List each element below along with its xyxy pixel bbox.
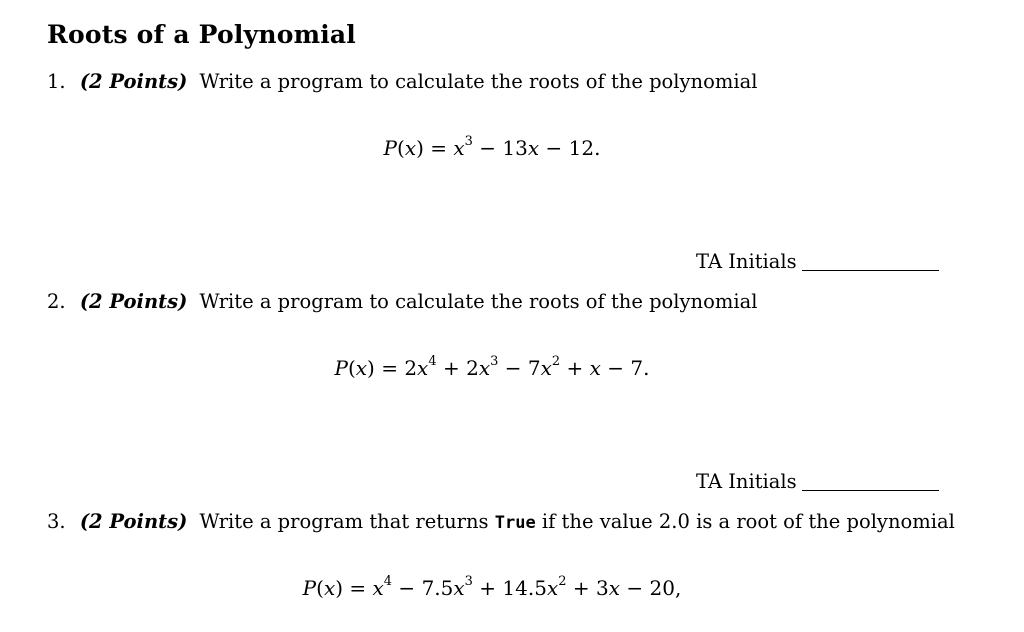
problem-1-points: (2 Points) (79, 70, 188, 93)
equation-1-term-2-coefficient: 13 (502, 136, 528, 160)
equation-1-lhs-open-paren: ( (397, 136, 405, 160)
ta-initials-1-label: TA Initials (696, 250, 797, 273)
problem-1-text: Write a program to calculate the roots of the polynomial (199, 70, 758, 93)
ta-initials-1-blank[interactable] (802, 270, 939, 271)
equation-2-term-3-operator: − (498, 356, 528, 380)
problem-3-text-after-code: if the value 2.0 is a root of the polynomial (541, 510, 955, 533)
problem-3-code-true: True (494, 513, 536, 533)
equation-2-lhs-variable: P (334, 356, 348, 380)
equation-3-term-4-coefficient: 3 (596, 576, 609, 600)
equation-2-term-1-variable: x (417, 356, 429, 380)
problem-3-points: (2 Points) (79, 510, 188, 533)
equation-2 (0, 356, 984, 380)
equation-3-term-2-variable: x (453, 576, 465, 600)
problem-1-number: 1. (47, 70, 66, 93)
problem-3 (47, 510, 955, 533)
ta-initials-2-blank[interactable] (802, 490, 939, 491)
equation-3 (0, 576, 984, 600)
equation-3-lhs-x: x (323, 576, 336, 600)
equation-3-lhs-open-paren: ( (316, 576, 324, 600)
equation-2-lhs-rest: ) = (367, 356, 405, 380)
problem-3-text-before-code: Write a program that returns (199, 510, 489, 533)
problem-2-number: 2. (47, 290, 66, 313)
equation-2-term-2-variable: x (478, 356, 491, 380)
equation-3-lhs-rest: ) = (335, 576, 373, 600)
equation-1-term-3-operator: − (539, 136, 569, 160)
equation-3-term-4-variable: x (608, 576, 621, 600)
equation-3-term-4-operator: + (566, 576, 596, 600)
equation-2-term-3-coefficient: 7 (527, 356, 541, 380)
equation-3-term-5-operator: − (620, 576, 650, 600)
equation-2-term-5-coefficient: 7 (630, 356, 644, 380)
equation-3-term-5-coefficient: 20 (649, 576, 675, 600)
equation-3-term-1-variable: x (372, 576, 384, 600)
equation-2-term-3-exponent: 2 (551, 354, 561, 370)
equation-2-term-3-variable: x (540, 356, 552, 380)
equation-2-lhs-x: x (355, 356, 368, 380)
equation-3-ending: , (674, 576, 682, 600)
equation-1-lhs-x: x (404, 136, 417, 160)
equation-3-term-3-exponent: 2 (558, 574, 567, 590)
equation-1-lhs-rest: ) = (416, 136, 454, 160)
equation-3-term-2-coefficient: 7.5 (421, 576, 454, 600)
equation-2-term-4-operator: + (560, 356, 590, 380)
equation-2-term-5-operator: − (600, 356, 631, 380)
equation-3-lhs-variable: P (302, 576, 317, 600)
problem-3-number: 3. (47, 510, 66, 533)
equation-1-term-3-coefficient: 12 (568, 136, 595, 160)
problem-2-text: Write a program to calculate the roots of the polynomial (199, 290, 758, 313)
equation-1-lhs-variable: P (383, 136, 397, 160)
equation-2-term-2-exponent: 3 (490, 354, 499, 370)
equation-2-term-1-coefficient: 2 (404, 356, 418, 380)
problem-2 (47, 290, 757, 313)
equation-2-term-4-variable: x (589, 356, 601, 380)
ta-initials-2-label: TA Initials (696, 470, 797, 493)
equation-1-term-1-variable: x (453, 136, 465, 160)
equation-1-ending: . (594, 136, 601, 160)
equation-3-term-3-variable: x (546, 576, 559, 600)
equation-3-term-1-exponent: 4 (383, 574, 393, 590)
equation-1-term-1-exponent: 3 (464, 134, 473, 150)
page-title: Roots of a Polynomial (47, 20, 357, 49)
equation-3-term-3-operator: + (472, 576, 503, 600)
problem-1 (47, 70, 757, 93)
equation-3-term-2-exponent: 3 (464, 574, 473, 590)
equation-2-lhs-open-paren: ( (347, 356, 356, 380)
equation-3-term-3-coefficient: 14.5 (502, 576, 547, 600)
equation-2-term-1-exponent: 4 (428, 354, 437, 370)
equation-1-term-2-variable: x (527, 136, 540, 160)
equation-2-ending: . (643, 356, 650, 380)
equation-1-term-2-operator: − (472, 136, 503, 160)
equation-1 (0, 136, 984, 160)
problem-2-points: (2 Points) (79, 290, 188, 313)
equation-2-term-2-operator: + (436, 356, 467, 380)
equation-3-term-2-operator: − (392, 576, 422, 600)
equation-2-term-2-coefficient: 2 (466, 356, 479, 380)
